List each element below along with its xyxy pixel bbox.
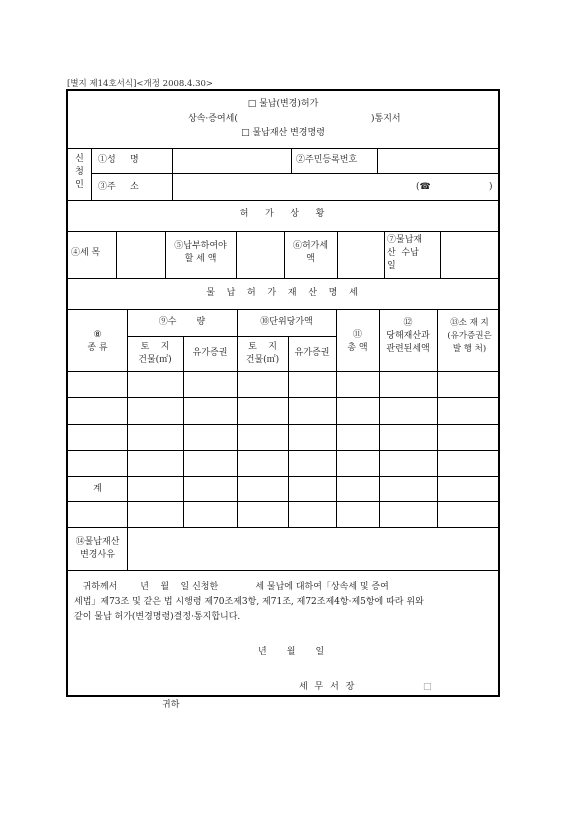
change-reason-label: ⑭물납재산 변경사유 <box>75 537 120 560</box>
divider <box>127 336 337 337</box>
form-reference: [별지 제14호서식]<개정 2008.4.30> <box>67 79 214 89</box>
total-header: ⑪ 총 액 <box>347 330 368 353</box>
divider <box>68 397 498 398</box>
phone-open: (☎ <box>416 182 431 192</box>
divider <box>68 309 498 310</box>
price-securities-header: 유가증권 <box>294 348 330 358</box>
property-detail-heading: 물 납 허 가 재 산 명 세 <box>206 288 360 298</box>
divider <box>68 148 498 149</box>
divider <box>68 371 498 372</box>
divider <box>288 336 289 527</box>
price-land-building-header: 토 지 건물(㎡) <box>245 342 280 365</box>
notice-body: 귀하께서 년 월 일 신청한 세 물납에 대하여「상속세 및 증여 세법」제73조 및 같은 법 시행령 제70조제3항, 제71조, 제72조제4항·제5항에 따라 위와 같이 물납 허가(변경명령)결정·통지합니다. <box>74 582 424 622</box>
receipt-date-label: ⑦물납재 산 수납 일 <box>387 235 423 271</box>
kind-header: ⑧ 종 류 <box>87 330 108 353</box>
related-tax-header: ⑫ 당해재산과 관련된세액 <box>386 318 430 354</box>
name-label: ①성 명 <box>98 155 139 165</box>
notice-form <box>66 89 500 710</box>
divider <box>68 527 498 528</box>
quantity-header: ⑨수 량 <box>158 317 206 327</box>
decision-date: 년 월 일 <box>258 647 325 657</box>
qty-land-building-header: 토 지 건물(㎡) <box>138 342 172 365</box>
divider <box>91 148 92 200</box>
divider <box>172 148 173 200</box>
divider <box>127 527 128 570</box>
divider <box>377 148 378 173</box>
tax-office-name: 세 무 서 장 <box>299 682 357 692</box>
phone-close: ) <box>489 182 493 192</box>
divider <box>68 476 498 477</box>
location-header: ⑬소 재 지 (유가증권은 발 행 처) <box>447 318 492 354</box>
applicant-section-label: 신 청 인 <box>75 154 84 190</box>
permit-status-heading: 허 가 상 황 <box>239 209 327 219</box>
title-tax-prefix: 상속·증여세( <box>188 114 238 124</box>
divider <box>68 231 498 232</box>
divider <box>68 424 498 425</box>
permitted-tax-label: ⑥허가세 액 <box>292 241 329 264</box>
qty-securities-header: 유가증권 <box>192 348 228 358</box>
divider <box>68 278 498 279</box>
divider <box>68 450 498 451</box>
divider <box>440 231 441 278</box>
divider <box>116 231 117 278</box>
divider <box>236 231 237 278</box>
divider <box>183 336 184 527</box>
tax-item-label: ④세 목 <box>71 248 101 258</box>
unit-price-header: ⑩단위당가액 <box>260 317 313 327</box>
addressee: 귀하 <box>162 700 180 710</box>
divider <box>384 231 385 278</box>
resident-number-label: ②주민등록번호 <box>296 155 358 165</box>
tax-due-label: ⑤납부하여야 할 세 액 <box>174 241 227 264</box>
seal-box: □ <box>423 682 432 692</box>
divider <box>291 148 292 173</box>
title-change-option: □ 물납재산 변경명령 <box>241 128 325 138</box>
title-notice-suffix: )통지서 <box>371 114 401 124</box>
divider <box>91 173 498 174</box>
address-label: ③주 소 <box>98 182 139 192</box>
divider <box>68 501 498 502</box>
sum-row-label: 계 <box>93 484 102 494</box>
divider <box>337 231 338 278</box>
title-permit-option: □ 물납(변경)허가 <box>247 99 319 109</box>
divider <box>68 200 498 201</box>
divider <box>68 570 498 571</box>
